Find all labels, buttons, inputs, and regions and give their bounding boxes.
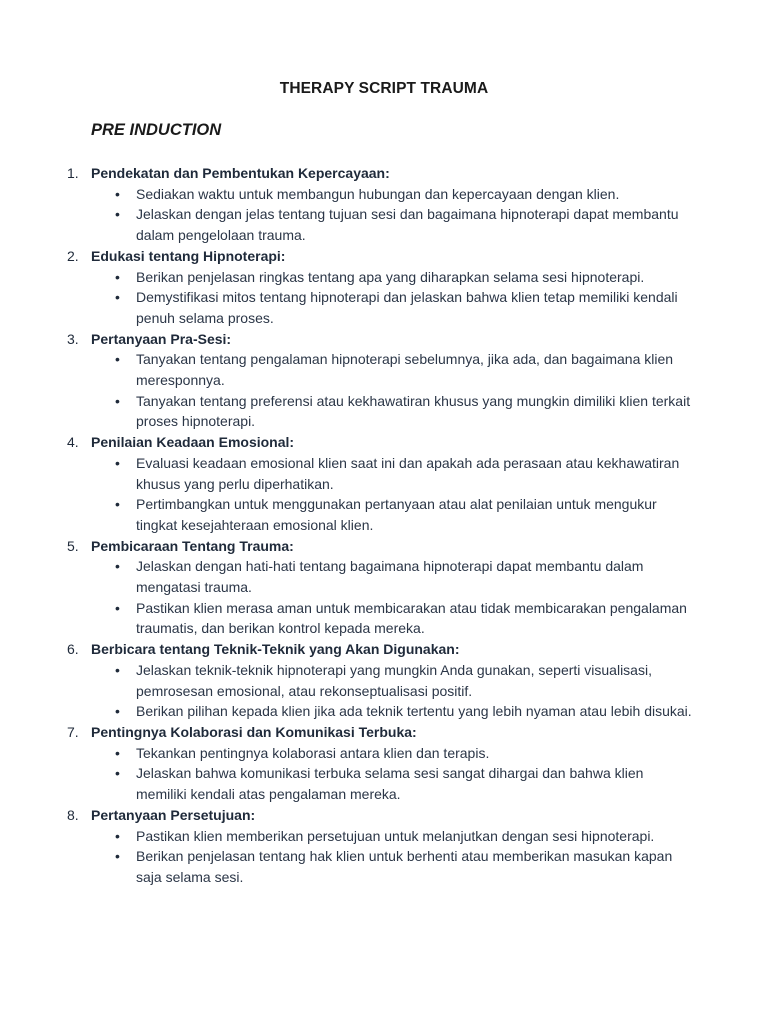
step-item <box>0 722 768 805</box>
step-number: 1. <box>67 165 79 181</box>
step-item <box>0 246 768 329</box>
bullet-dot-icon: • <box>115 268 120 285</box>
step-number: 7. <box>67 723 79 740</box>
bullet-text: Jelaskan dengan jelas tentang tujuan sesi dan bagaimana hipnoterapi dapat membantu dalam pengelolaan trauma. <box>136 206 679 244</box>
bullet-item <box>91 287 696 328</box>
step-item <box>0 163 768 246</box>
bullet-text: Berikan penjelasan ringkas tentang apa yang diharapkan selama sesi hipnoterapi. <box>136 268 645 285</box>
bullet-dot-icon: • <box>115 558 120 575</box>
bullet-item <box>91 556 696 597</box>
bullet-dot-icon: • <box>115 765 120 782</box>
bullet-list <box>91 184 768 246</box>
step-list <box>0 163 768 888</box>
bullet-list <box>91 826 768 888</box>
bullet-item <box>91 846 696 887</box>
step-number: 3. <box>67 330 79 347</box>
bullet-item <box>91 349 696 390</box>
bullet-item <box>91 826 696 847</box>
bullet-dot-icon: • <box>115 185 120 202</box>
bullet-dot-icon: • <box>115 454 120 471</box>
step-number: 6. <box>67 641 79 658</box>
bullet-dot-icon: • <box>115 496 120 513</box>
bullet-dot-icon: • <box>115 289 120 306</box>
bullet-item <box>91 660 696 701</box>
bullet-item <box>91 494 696 535</box>
step-number: 8. <box>67 806 79 823</box>
bullet-dot-icon: • <box>115 351 120 368</box>
bullet-text: Tekankan pentingnya kolaborasi antara klien dan terapis. <box>136 744 490 761</box>
step-number: 4. <box>67 434 79 451</box>
bullet-text: Jelaskan bahwa komunikasi terbuka selama sesi sangat dihargai dan bahwa klien memiliki kendali atas pengalaman mereka. <box>136 765 644 803</box>
step-item <box>0 805 768 888</box>
bullet-text: Evaluasi keadaan emosional klien saat ini dan apakah ada perasaan atau kekhawatiran khusus yang perlu diperhatikan. <box>136 454 680 492</box>
bullet-list <box>91 743 768 805</box>
bullet-text: Pastikan klien merasa aman untuk membicarakan atau tidak membicarakan pengalaman traumatis, dan berikan kontrol kepada mereka. <box>136 599 687 637</box>
bullet-item <box>91 701 696 722</box>
bullet-item <box>91 453 696 494</box>
bullet-dot-icon: • <box>115 744 120 761</box>
bullet-text: Berikan pilihan kepada klien jika ada teknik tertentu yang lebih nyaman atau lebih disukai. <box>136 703 692 720</box>
bullet-item <box>91 763 696 804</box>
bullet-list <box>91 556 768 639</box>
bullet-text: Pertimbangkan untuk menggunakan pertanyaan atau alat penilaian untuk mengukur tingkat kesejahteraan emosional klien. <box>136 496 657 533</box>
bullet-list <box>91 349 768 432</box>
bullet-dot-icon: • <box>115 827 120 844</box>
section-heading: PRE INDUCTION <box>91 121 222 139</box>
step-item <box>0 639 768 722</box>
step-heading: Pertanyaan Persetujuan: <box>91 806 256 823</box>
bullet-dot-icon: • <box>115 599 120 616</box>
step-heading: Pembicaraan Tentang Trauma: <box>91 537 294 554</box>
bullet-text: Tanyakan tentang pengalaman hipnoterapi sebelumnya, jika ada, dan bagaimana klien meresponnya. <box>136 351 674 389</box>
step-number: 2. <box>67 247 79 264</box>
bullet-text: Tanyakan tentang preferensi atau kekhawatiran khusus yang mungkin dimiliki klien terkait proses hipnoterapi. <box>136 392 691 430</box>
bullet-dot-icon: • <box>115 206 120 223</box>
step-heading: Edukasi tentang Hipnoterapi: <box>91 247 286 264</box>
step-heading: Pentingnya Kolaborasi dan Komunikasi Terbuka: <box>91 723 417 740</box>
bullet-text: Pastikan klien memberikan persetujuan untuk melanjutkan dengan sesi hipnoterapi. <box>136 827 655 844</box>
bullet-list <box>91 267 768 329</box>
step-number: 5. <box>67 537 79 554</box>
bullet-dot-icon: • <box>115 848 120 865</box>
step-heading: Penilaian Keadaan Emosional: <box>91 434 295 451</box>
step-heading: Pertanyaan Pra-Sesi: <box>91 330 232 347</box>
step-heading: Pendekatan dan Pembentukan Kepercayaan: <box>91 165 390 181</box>
bullet-list <box>91 660 768 722</box>
document-title: THERAPY SCRIPT TRAUMA <box>279 80 489 97</box>
bullet-text: Jelaskan dengan hati-hati tentang bagaimana hipnoterapi dapat membantu dalam mengatasi trauma. <box>136 558 644 596</box>
step-heading: Berbicara tentang Teknik-Teknik yang Akan Digunakan: <box>91 641 460 658</box>
bullet-item <box>91 391 696 432</box>
bullet-dot-icon: • <box>115 703 120 720</box>
bullet-item <box>91 743 696 764</box>
bullet-text: Sediakan waktu untuk membangun hubungan dan kepercayaan dengan klien. <box>136 185 620 202</box>
bullet-item <box>91 267 696 288</box>
bullet-dot-icon: • <box>115 661 120 678</box>
step-item <box>0 329 768 433</box>
bullet-item <box>91 204 696 245</box>
bullet-text: Demystifikasi mitos tentang hipnoterapi dan jelaskan bahwa klien tetap memiliki kendali penuh selama proses. <box>136 289 678 326</box>
step-item <box>0 536 768 640</box>
step-item <box>0 432 768 536</box>
bullet-list <box>91 453 768 536</box>
bullet-dot-icon: • <box>115 392 120 409</box>
bullet-item <box>91 184 696 205</box>
bullet-text: Berikan penjelasan tentang hak klien untuk berhenti atau memberikan masukan kapan saja selama sesi. <box>136 848 673 885</box>
bullet-item <box>91 598 696 639</box>
bullet-text: Jelaskan teknik-teknik hipnoterapi yang mungkin Anda gunakan, seperti visualisasi, pemrosesan emosional, atau rekonseptualisasi positif. <box>136 661 652 699</box>
